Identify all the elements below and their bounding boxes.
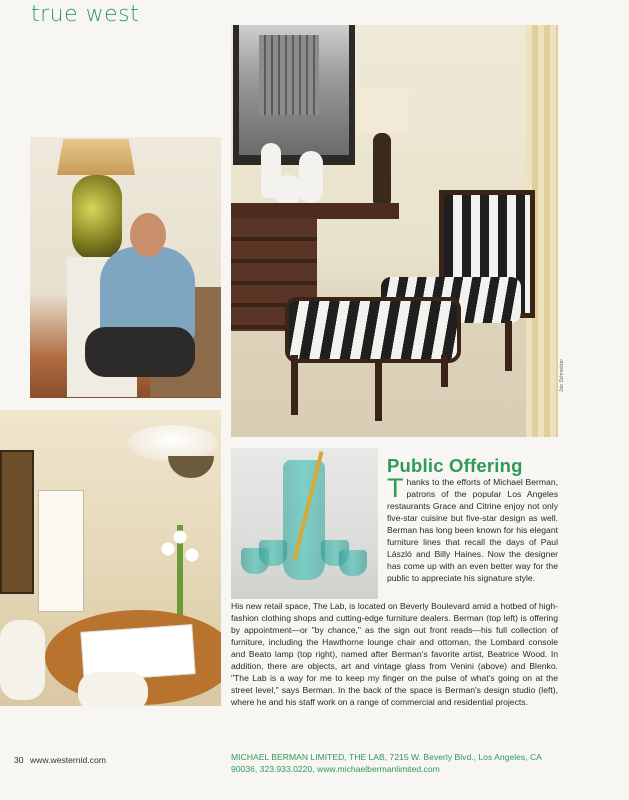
article-intro <box>387 473 558 584</box>
white-vase <box>299 151 323 203</box>
white-chair <box>0 620 45 700</box>
article-signature: MICHAEL BERMAN LIMITED, THE LAB, 7215 W. Beverly Blvd., Los Angeles, CA 90036, 323.933.0220, www.michaelbermanlimited.com <box>231 752 542 774</box>
article-headline: Public Offering <box>387 455 523 476</box>
intro-text: hanks to the efforts of Michael Berman, patrons of the popular Los Angeles restaurants Grace and Citrine enjoy not only five-star cuisine but five-star design as well. Berman has long been known for his elegant furniture lines that recall the days of Paul László and Billy Haines. Now the designer has come up with an even better way for the public to appreciate his signature style. <box>387 477 558 583</box>
hawthorne-ottoman <box>285 297 461 363</box>
beato-lamp-base <box>373 133 391 208</box>
venini-glass-photo <box>231 448 378 599</box>
lamp-base <box>72 175 122 260</box>
glass-cup <box>339 550 367 576</box>
doorway <box>38 490 84 612</box>
photo-credit: Joe Schmelzer <box>559 358 565 392</box>
footer-website: www.westernid.com <box>29 755 106 765</box>
ottoman-leg <box>375 359 382 421</box>
white-chair <box>78 672 148 706</box>
designer-legs <box>85 327 195 377</box>
framed-photograph <box>233 25 355 165</box>
designer-portrait-photo <box>30 137 221 398</box>
lombard-console-top <box>231 203 399 219</box>
building <box>259 35 319 115</box>
city-photograph <box>239 25 349 155</box>
beato-lamp-shade <box>357 89 409 133</box>
page-footer <box>14 755 106 765</box>
lamp-shade <box>57 139 135 175</box>
ottoman-leg <box>441 355 448 387</box>
glass-cup <box>259 540 287 566</box>
page-number: 30 <box>14 755 24 765</box>
lounge-chair-photo <box>231 25 558 437</box>
article-body: His new retail space, The Lab, is located on Beverly Boulevard amid a hotbed of high-fashion clothing shops and cutting-edge furniture dealers. Berman (top left) is offering by appointment—or "by chance," as the sign out front reads—his full collection of furniture, including the Hawthorne lounge chair and ottoman, the Lombard console and Beato lamp (top right), named after Berman's favorite artist, Beatrice Wood. In addition, there are objects, art and vintage glass from Venini (above) and Blenko. "The Lab is a way for me to keep my finger on the pulse of what's going on at the street level," says Berman. In the back of the space is Berman's design studio (left), where he and his staff work on a range of commercial and residential projects. <box>231 601 558 707</box>
wall-art <box>0 450 34 594</box>
design-studio-photo <box>0 410 221 706</box>
section-label: true west <box>31 2 140 27</box>
pendant-bowl <box>168 456 214 478</box>
designer-head <box>130 213 166 257</box>
drop-cap: T <box>387 473 404 503</box>
chair-leg <box>505 321 512 371</box>
ottoman-leg <box>291 355 298 415</box>
